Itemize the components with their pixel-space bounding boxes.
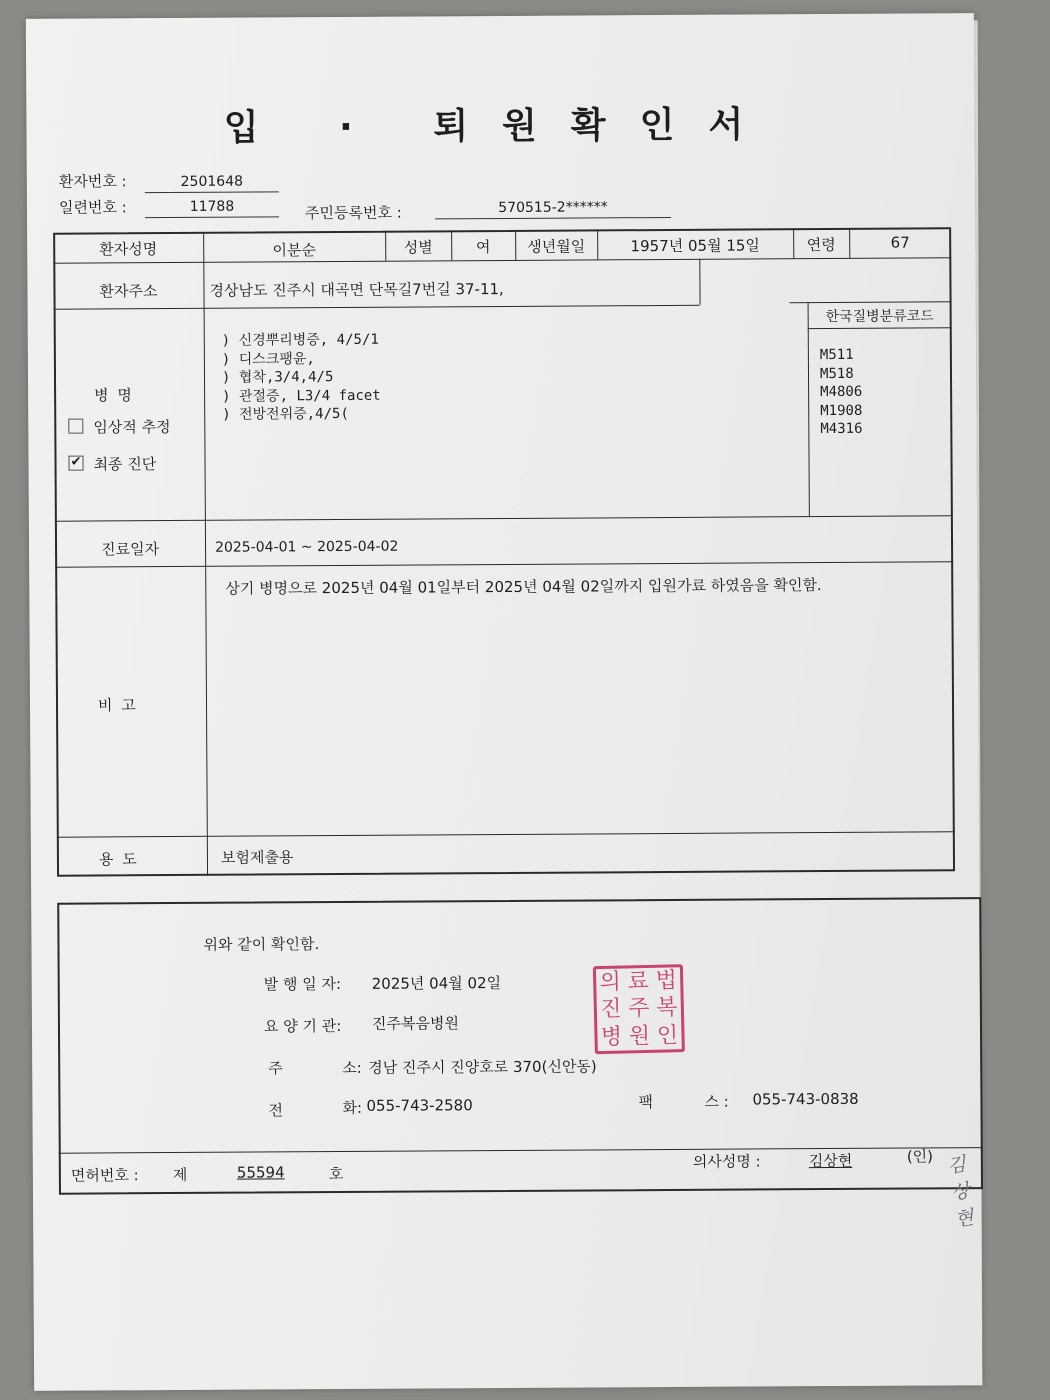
- document-title: 입 · 퇴원확인서: [223, 104, 778, 149]
- address-label-1: 주: [268, 1059, 283, 1078]
- diagnosis-line: ) 디스크팽윤,: [221, 350, 315, 368]
- sex-value: 여: [475, 238, 491, 257]
- seal-character: 료: [627, 968, 650, 995]
- doctor-name: 김상현: [808, 1151, 853, 1171]
- final-diagnosis-label: 최종 진단: [93, 455, 157, 474]
- hospital-seal-stamp: [593, 964, 685, 1054]
- seal-character: 복: [655, 995, 678, 1022]
- doctor-label: 의사성명 :: [692, 1152, 761, 1171]
- phone-label-2: 화:: [342, 1098, 363, 1117]
- kcd-code: M511: [819, 346, 854, 364]
- phone-value: 055-743-2580: [366, 1096, 473, 1115]
- diagnosis-line: ) 신경뿌리병증, 4/5/1: [221, 331, 379, 349]
- institution-label: 요 양 기 관:: [263, 1017, 342, 1036]
- kcd-code: M518: [819, 365, 854, 382]
- name-label: 환자성명: [99, 240, 158, 259]
- address-label: 환자주소: [99, 282, 158, 301]
- kcd-code: M1908: [820, 402, 863, 419]
- remarks-label: 비 고: [97, 696, 138, 715]
- seal-character: 원: [628, 1023, 651, 1050]
- final-diagnosis-option[interactable]: [68, 453, 156, 475]
- seal-character: 진: [599, 996, 622, 1023]
- kcd-code-list: [820, 346, 863, 439]
- seal-character: 법: [655, 968, 678, 994]
- diagnosis-line: ) 협착,3/4,4/5: [221, 369, 334, 386]
- institution-value: 진주복음병원: [371, 1014, 459, 1033]
- purpose-label: 용 도: [98, 850, 139, 869]
- patient-no-label: 환자번호 :: [58, 172, 127, 191]
- diagnosis-label: 병 명: [94, 386, 134, 405]
- doctor-signature: 김상현: [945, 1153, 976, 1231]
- remarks-value: 상기 병명으로 2025년 04월 01일부터 2025년 04월 02일까지 입원가료 하였음을 확인함.: [225, 576, 822, 598]
- sex-label: 성별: [403, 238, 433, 257]
- rrn-value: 570515-2******: [435, 199, 671, 219]
- hospital-address: 경남 진주시 진양호로 370(신안동): [368, 1057, 597, 1077]
- seal-character: 인: [656, 1022, 679, 1049]
- name-value: 이분순: [272, 241, 317, 260]
- diagnosis-line: ) 관절증, L3/4 facet: [222, 387, 381, 405]
- clinical-estimate-checkbox[interactable]: [68, 419, 83, 434]
- kcd-header: 한국질병분류코드: [825, 308, 934, 326]
- kcd-code: M4316: [820, 420, 863, 438]
- fax-label-2: 스 :: [704, 1092, 729, 1111]
- clinical-estimate-option[interactable]: [68, 416, 170, 438]
- serial-no-value: 11788: [145, 198, 279, 218]
- treatment-value: 2025-04-01 ~ 2025-04-02: [215, 538, 399, 556]
- patient-no-value: 2501648: [145, 173, 279, 193]
- seal-character: 병: [600, 1024, 623, 1050]
- seal-character: 의: [599, 969, 622, 996]
- document-page: [26, 13, 982, 1391]
- seal-character: 주: [627, 996, 650, 1022]
- age-label: 연령: [806, 235, 836, 255]
- birth-value: 1957년 05월 15일: [630, 236, 760, 256]
- diagnosis-list: [222, 331, 381, 424]
- phone-label-1: 전: [268, 1101, 284, 1120]
- serial-no-label: 일련번호 :: [58, 198, 127, 217]
- treatment-label: 진료일자: [101, 540, 160, 559]
- doctor-seal-mark: (인): [906, 1147, 934, 1166]
- age-value: 67: [890, 233, 910, 252]
- fax-label-1: 팩: [638, 1093, 654, 1112]
- confirm-statement: 위와 같이 확인함.: [203, 935, 320, 954]
- rrn-label: 주민등록번호 :: [304, 203, 402, 223]
- kcd-code: M4806: [820, 383, 863, 401]
- license-prefix: 제: [172, 1165, 188, 1185]
- clinical-estimate-label: 임상적 추정: [93, 418, 171, 437]
- issue-date-value: 2025년 04월 02일: [371, 974, 502, 993]
- license-label: 면허번호 :: [70, 1166, 139, 1185]
- address-label-2: 소:: [342, 1058, 362, 1077]
- fax-value: 055-743-0838: [752, 1089, 859, 1109]
- license-number: 55594: [236, 1163, 285, 1182]
- purpose-value: 보험제출용: [220, 848, 294, 867]
- license-suffix: 호: [328, 1164, 344, 1184]
- issue-date-label: 발 행 일 자:: [263, 975, 342, 994]
- diagnosis-line: ) 전방전위증,4/5(: [222, 405, 349, 423]
- final-diagnosis-checkbox[interactable]: ✔: [68, 456, 83, 471]
- address-value: 경상남도 진주시 대곡면 단목길7번길 37-11,: [209, 279, 504, 300]
- birth-label: 생년월일: [527, 237, 586, 256]
